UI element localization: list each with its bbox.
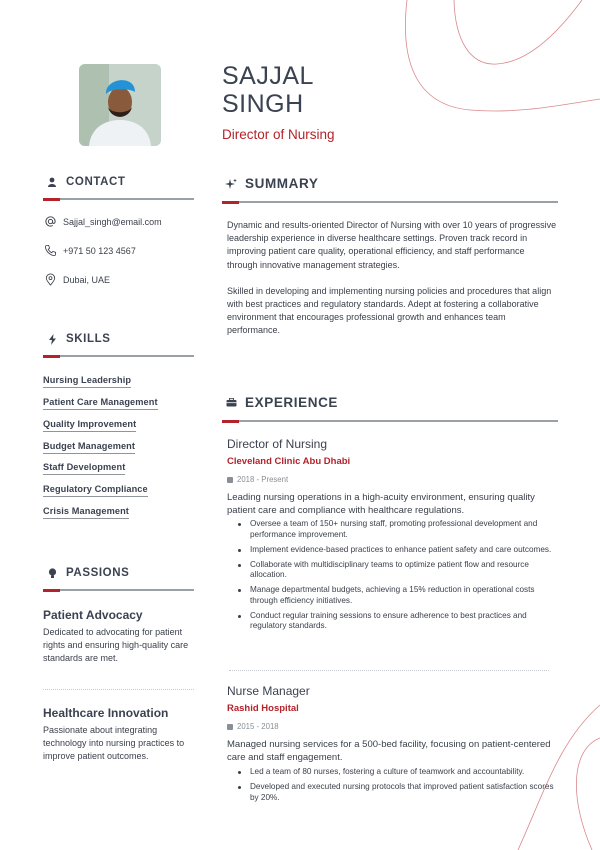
summary-text: [227, 219, 557, 338]
skills-heading-label: SKILLS: [66, 333, 111, 345]
experience-heading: [225, 395, 338, 410]
experience-heading-label: EXPERIENCE: [245, 395, 339, 410]
at-icon: [44, 215, 57, 228]
contact-heading-label: CONTACT: [66, 176, 126, 188]
job-separator: [229, 670, 549, 671]
passion-description: Dedicated to advocating for patient rights and ensuring high-quality care standards are met.: [43, 627, 189, 663]
job-bullet: Collaborate with multidisciplinary teams to optimize patient flow and resource allocation.: [250, 560, 555, 581]
skills-divider: [43, 355, 194, 357]
skill-item: Budget Management: [43, 441, 135, 454]
contact-email[interactable]: [44, 215, 162, 228]
phone-icon: [44, 244, 57, 257]
job-bullet: Conduct regular training sessions to ensure adherence to best practices and regulatory standards.: [250, 611, 555, 632]
experience-divider: [222, 420, 558, 422]
candidate-name: [222, 62, 314, 118]
summary-divider: [222, 201, 558, 203]
job-dates-text: 2018 - Present: [237, 475, 289, 484]
skill-item: Staff Development: [43, 462, 125, 475]
name-last: SINGH: [222, 90, 304, 118]
passions-divider: [43, 589, 194, 591]
summary-paragraph: Skilled in developing and implementing nursing policies and procedures that align with best practices and regulatory standards. Adept at fostering a collaborative environment that encourages professional growth and enhances team performance.: [227, 285, 552, 336]
job-bullet: Developed and executed nursing protocols that improved patient satisfaction scores by 20%.: [250, 782, 554, 802]
job-bullet: Implement evidence-based practices to enhance patient safety and care outcomes.: [250, 545, 555, 556]
name-first: SAJJAL: [222, 62, 314, 90]
phone-text: +971 50 123 4567: [63, 245, 136, 256]
job-dates-text: 2015 - 2018: [237, 722, 279, 731]
location-text: Dubai, UAE: [63, 274, 111, 285]
contact-heading: [46, 176, 126, 188]
person-icon: [46, 177, 58, 187]
calendar-icon: [227, 724, 233, 730]
passions-heading: [46, 567, 129, 579]
job-company: Cleveland Clinic Abu Dhabi: [227, 456, 351, 467]
skill-item: Patient Care Management: [43, 397, 158, 410]
lightbulb-icon: [46, 568, 58, 579]
job-bullet: Led a team of 80 nurses, fostering a culture of teamwork and accountability.: [250, 767, 555, 778]
contact-divider: [43, 198, 194, 200]
summary-paragraph: Dynamic and results-oriented Director of Nursing with over 10 years of progressive leadership experience in diverse healthcare settings. Proven track record in improving patient care quality, operational efficiency, and staff performance through innovative management strategies.: [227, 220, 557, 270]
sparkle-icon: [225, 178, 237, 190]
contact-phone[interactable]: [44, 244, 136, 257]
job-bullets: [250, 519, 555, 636]
skill-item: Crisis Management: [43, 506, 129, 519]
passion-title: Patient Advocacy: [43, 608, 143, 622]
skill-item: Regulatory Compliance: [43, 484, 148, 497]
skill-item: Nursing Leadership: [43, 375, 131, 388]
contact-location: [44, 273, 110, 286]
email-text: Sajjal_singh@email.com: [63, 216, 162, 227]
job-description: Managed nursing services for a 500-bed facility, focusing on patient-centered care and staff engagement.: [227, 739, 551, 763]
job-bullet: Manage departmental budgets, achieving a 15% reduction in operational costs through efficiency initiatives.: [250, 585, 555, 606]
job-description: Leading nursing operations in a high-acuity environment, ensuring quality patient care and compliance with healthcare regulations.: [227, 492, 535, 516]
passions-heading-label: PASSIONS: [66, 567, 130, 579]
passion-separator: [43, 689, 194, 690]
calendar-icon: [227, 477, 233, 483]
lightning-icon: [46, 334, 58, 345]
passion-description: Passionate about integrating technology into nursing practices to improve patient outcomes.: [43, 725, 185, 761]
summary-heading: [225, 176, 318, 191]
job-bullets: [250, 767, 555, 808]
profile-photo: [79, 64, 161, 146]
job-title: Director of Nursing: [227, 437, 328, 451]
skills-heading: [46, 333, 111, 345]
summary-heading-label: SUMMARY: [245, 176, 319, 191]
briefcase-icon: [225, 398, 237, 407]
skill-item: Quality Improvement: [43, 419, 136, 432]
job-title: Nurse Manager: [227, 684, 310, 698]
location-pin-icon: [44, 273, 57, 286]
candidate-title: Director of Nursing: [222, 127, 335, 142]
job-company: Rashid Hospital: [227, 703, 299, 714]
job-dates: [227, 722, 279, 731]
job-dates: [227, 475, 288, 484]
passion-title: Healthcare Innovation: [43, 706, 169, 720]
job-bullet: Oversee a team of 150+ nursing staff, promoting professional development and performance improvement.: [250, 519, 555, 540]
